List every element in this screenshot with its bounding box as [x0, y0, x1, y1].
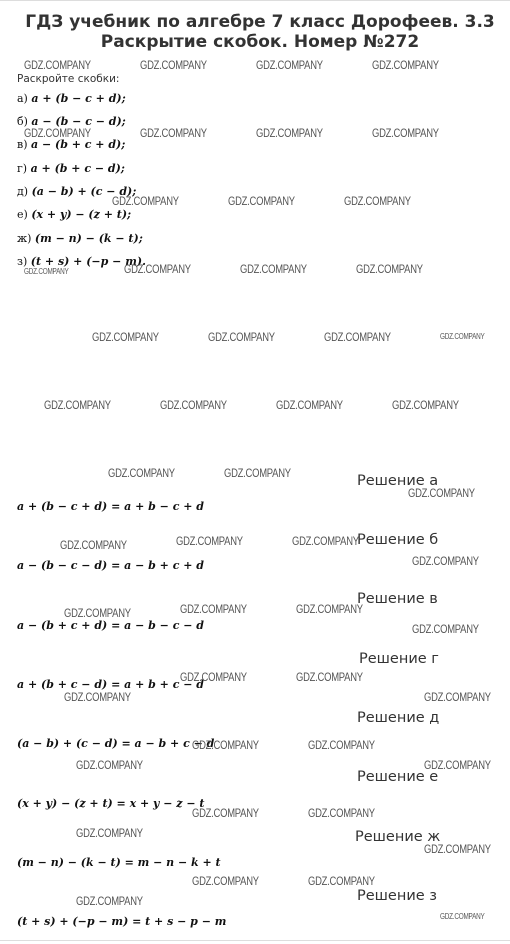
solution-answer-e: (x + y) − (z + t) = x + y − z − t — [17, 797, 205, 810]
watermark: GDZ.COMPANY — [76, 896, 143, 908]
watermark: GDZ.COMPANY — [412, 624, 479, 636]
solution-heading-e: Решение е — [357, 769, 439, 785]
solution-answer-d: (a − b) + (c − d) = a − b + c − d — [17, 737, 215, 750]
solution-heading-a: Решение а — [357, 473, 439, 489]
watermark: GDZ.COMPANY — [76, 760, 143, 772]
watermark: GDZ.COMPANY — [256, 128, 323, 140]
solution-answer-g: a + (b + c − d) = a + b + c − d — [17, 678, 204, 691]
solution-heading-g: Решение г — [359, 651, 439, 667]
task-item-e: е) (x + y) − (z + t); — [17, 208, 132, 221]
watermark: GDZ.COMPANY — [276, 400, 343, 412]
watermark: GDZ.COMPANY — [240, 264, 307, 276]
watermark: GDZ.COMPANY — [356, 264, 423, 276]
solution-answer-b: a − (b − c − d) = a − b + c + d — [17, 559, 204, 572]
watermark: GDZ.COMPANY — [224, 468, 291, 480]
solution-answer-zh: (m − n) − (k − t) = m − n − k + t — [17, 856, 221, 869]
task-item-b: б) a − (b − c − d); — [17, 115, 126, 128]
solution-answer-z: (t + s) + (−p − m) = t + s − p − m — [17, 915, 227, 928]
watermark: GDZ.COMPANY — [228, 196, 295, 208]
watermark: GDZ.COMPANY — [308, 876, 375, 888]
watermark: GDZ.COMPANY — [308, 740, 375, 752]
page-title: ГДЗ учебник по алгебре 7 класс Дорофеев. 3.3 Раскрытие скобок. Номер №272 — [25, 12, 495, 52]
watermark: GDZ.COMPANY — [124, 264, 191, 276]
watermark: GDZ.COMPANY — [408, 488, 475, 500]
task-item-d: д) (a − b) + (c − d); — [17, 185, 137, 198]
watermark: GDZ.COMPANY — [424, 844, 491, 856]
watermark: GDZ.COMPANY — [112, 196, 179, 208]
watermark: GDZ.COMPANY — [108, 468, 175, 480]
watermark: GDZ.COMPANY — [392, 400, 459, 412]
watermark: GDZ.COMPANY — [308, 808, 375, 820]
task-item-zh: ж) (m − n) − (k − t); — [17, 232, 143, 245]
watermark: GDZ.COMPANY — [208, 332, 275, 344]
solution-heading-z: Решение з — [357, 888, 437, 904]
bottom-divider — [0, 940, 510, 941]
watermark: GDZ.COMPANY — [92, 332, 159, 344]
watermark: GDZ.COMPANY — [76, 828, 143, 840]
watermark: GDZ.COMPANY — [60, 540, 127, 552]
watermark: GDZ.COMPANY — [372, 60, 439, 72]
watermark: GDZ.COMPANY — [412, 556, 479, 568]
task-item-g: г) a + (b + c − d); — [17, 162, 125, 175]
watermark: GDZ.COMPANY — [180, 672, 247, 684]
watermark: GDZ.COMPANY — [44, 400, 111, 412]
watermark: GDZ.COMPANY — [140, 60, 207, 72]
task-item-a: а) a + (b − c + d); — [17, 92, 126, 105]
solution-answer-v: a − (b + c + d) = a − b − c − d — [17, 619, 204, 632]
watermark: GDZ.COMPANY — [440, 912, 485, 921]
watermark: GDZ.COMPANY — [160, 400, 227, 412]
watermark: GDZ.COMPANY — [440, 332, 485, 341]
watermark: GDZ.COMPANY — [344, 196, 411, 208]
watermark: GDZ.COMPANY — [296, 604, 363, 616]
solution-heading-b: Решение б — [357, 532, 439, 548]
solution-heading-d: Решение д — [357, 710, 440, 726]
watermark: GDZ.COMPANY — [192, 740, 259, 752]
watermark: GDZ.COMPANY — [180, 604, 247, 616]
watermark: GDZ.COMPANY — [140, 128, 207, 140]
watermark: GDZ.COMPANY — [64, 608, 131, 620]
watermark: GDZ.COMPANY — [24, 60, 91, 72]
task-item-z: з) (t + s) + (−p − m). — [17, 255, 146, 268]
task-intro: Раскройте скобки: — [17, 73, 120, 85]
watermark: GDZ.COMPANY — [64, 692, 131, 704]
watermark: GDZ.COMPANY — [292, 536, 359, 548]
watermark: GDZ.COMPANY — [24, 267, 69, 276]
solution-heading-zh: Решение ж — [355, 829, 441, 845]
watermark: GDZ.COMPANY — [176, 536, 243, 548]
watermark: GDZ.COMPANY — [192, 876, 259, 888]
watermark: GDZ.COMPANY — [424, 692, 491, 704]
solution-heading-v: Решение в — [357, 591, 438, 607]
task-item-v: в) a − (b + c + d); — [17, 138, 126, 151]
watermark: GDZ.COMPANY — [24, 128, 91, 140]
watermark: GDZ.COMPANY — [192, 808, 259, 820]
watermark: GDZ.COMPANY — [296, 672, 363, 684]
watermark: GDZ.COMPANY — [372, 128, 439, 140]
watermark: GDZ.COMPANY — [256, 60, 323, 72]
top-divider — [0, 0, 510, 1]
watermark: GDZ.COMPANY — [424, 760, 491, 772]
watermark: GDZ.COMPANY — [324, 332, 391, 344]
solution-answer-a: a + (b − c + d) = a + b − c + d — [17, 500, 204, 513]
